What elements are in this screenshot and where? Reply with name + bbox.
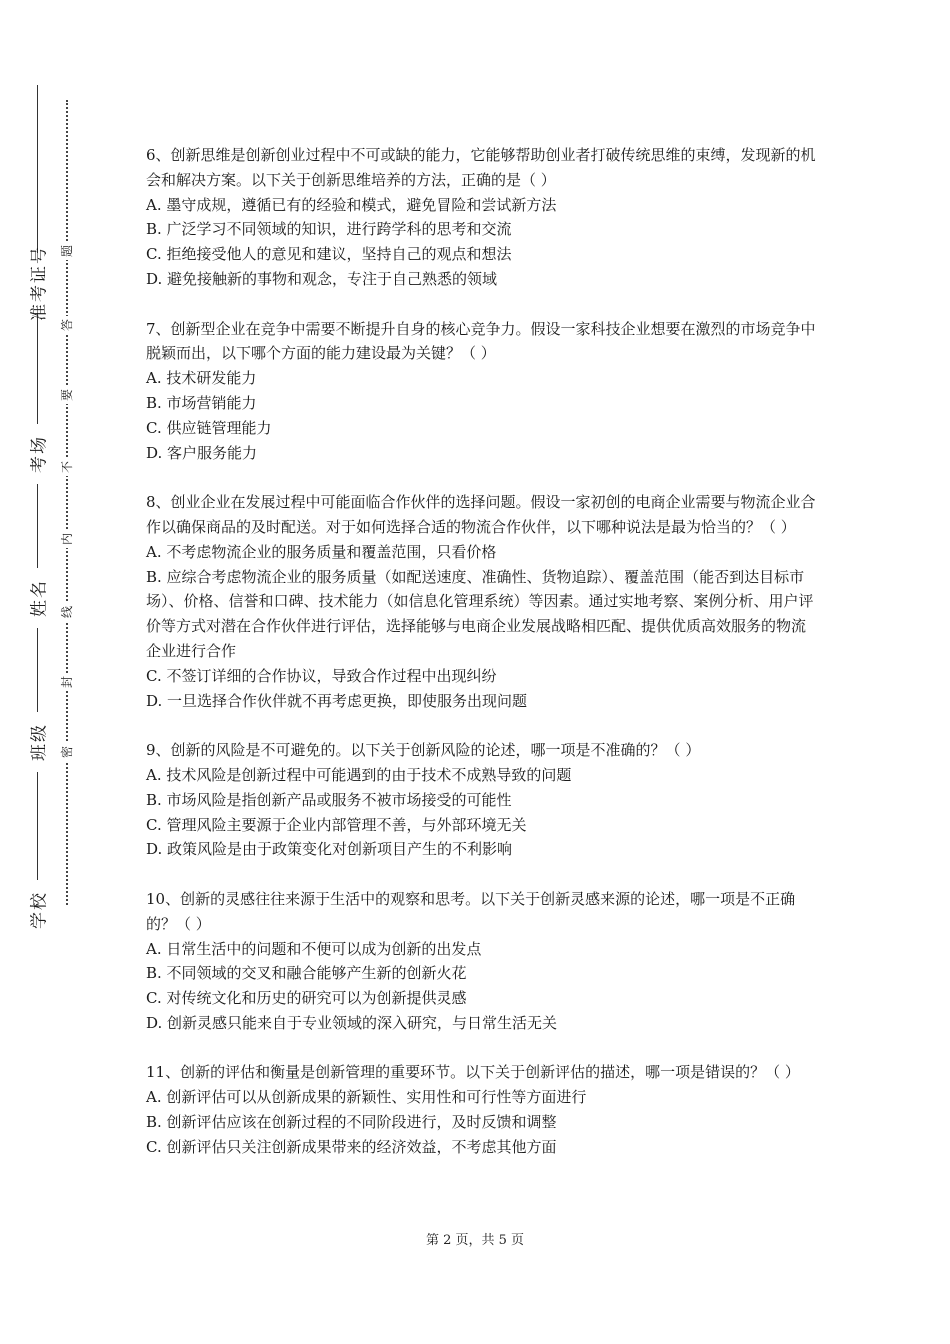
field-class xyxy=(20,712,54,772)
option-b: B. 不同领域的交叉和融合能够产生新的创新火花 xyxy=(146,964,467,983)
seal-char: 密 xyxy=(58,743,76,761)
field-school xyxy=(20,880,54,940)
seal-char: 要 xyxy=(58,386,76,404)
option-d: D. 创新灵感只能来自于专业领域的深入研究，与日常生活无关 xyxy=(146,1013,558,1032)
page-footer: 第 2 页，共 5 页 xyxy=(425,1233,525,1248)
question-10 xyxy=(146,887,816,1036)
field-exam-number xyxy=(20,245,54,321)
field-exam-number-label: 准考证号 xyxy=(29,245,50,321)
option-a: A. 技术风险是创新过程中可能遇到的由于技术不成熟导致的问题 xyxy=(146,765,572,784)
option-d: D. 一旦选择合作伙伴就不再考虑更换，即使服务出现问题 xyxy=(146,691,528,710)
question-7 xyxy=(146,317,816,466)
option-b: B. 市场营销能力 xyxy=(146,393,257,412)
option-d: D. 避免接触新的事物和观念，专注于自己熟悉的领域 xyxy=(146,269,498,288)
question-stem: 11、创新的评估和衡量是创新管理的重要环节。以下关于创新评估的描述，哪一项是错误的？（ ） xyxy=(146,1063,800,1082)
option-b: B. 广泛学习不同领域的知识，进行跨学科的思考和交流 xyxy=(146,220,512,239)
seal-char: 封 xyxy=(58,673,76,691)
option-c: C. 供应链管理能力 xyxy=(146,418,272,437)
binding-solid-line xyxy=(37,85,38,923)
field-school-label: 学校 xyxy=(29,891,50,929)
question-9 xyxy=(146,738,816,862)
question-8 xyxy=(146,490,816,713)
seal-char: 不 xyxy=(58,458,76,476)
option-d: D. 政策风险是由于政策变化对创新项目产生的不利影响 xyxy=(146,840,513,859)
seal-char: 题 xyxy=(58,242,76,260)
field-name xyxy=(20,568,54,628)
option-c: C. 对传统文化和历史的研究可以为创新提供灵感 xyxy=(146,989,467,1008)
option-c: C. 管理风险主要源于企业内部管理不善，与外部环境无关 xyxy=(146,815,527,834)
field-exam-room xyxy=(20,424,54,484)
question-11 xyxy=(146,1060,816,1159)
field-exam-room-label: 考场 xyxy=(29,435,50,473)
question-stem: 9、创新的风险是不可避免的。以下关于创新风险的论述，哪一项是不准确的？（ ） xyxy=(146,741,701,760)
question-stem: 8、创业企业在发展过程中可能面临合作伙伴的选择问题。假设一家初创的电商企业需要与物流企业合作以确保商品的及时配送。对于如何选择合适的物流合作伙伴，以下哪种说法是最为恰当的？（ ） xyxy=(146,493,816,536)
seal-dotted-line xyxy=(66,100,68,905)
option-d: D. 客户服务能力 xyxy=(146,443,258,462)
option-b: B. 市场风险是指创新产品或服务不被市场接受的可能性 xyxy=(146,790,512,809)
field-name-label: 姓名 xyxy=(29,579,50,617)
seal-char: 答 xyxy=(58,316,76,334)
binding-margin xyxy=(0,0,110,1344)
seal-char: 线 xyxy=(58,603,76,621)
question-stem: 7、创新型企业在竞争中需要不断提升自身的核心竞争力。假设一家科技企业想要在激烈的市场竞争中脱颖而出，以下哪个方面的能力建设最为关键？（ ） xyxy=(146,319,816,363)
option-c: C. 创新评估只关注创新成果带来的经济效益，不考虑其他方面 xyxy=(146,1137,557,1156)
option-a: A. 墨守成规，遵循已有的经验和模式，避免冒险和尝试新方法 xyxy=(146,195,557,214)
seal-char: 内 xyxy=(58,530,76,548)
option-c: C. 拒绝接受他人的意见和建议，坚持自己的观点和想法 xyxy=(146,245,512,264)
option-a: A. 日常生活中的问题和不便可以成为创新的出发点 xyxy=(146,939,482,958)
option-a: A. 不考虑物流企业的服务质量和覆盖范围，只看价格 xyxy=(146,542,497,561)
option-a: A. 创新评估可以从创新成果的新颖性、实用性和可行性等方面进行 xyxy=(146,1088,587,1107)
option-c: C. 不签订详细的合作协议，导致合作过程中出现纠纷 xyxy=(146,666,497,685)
question-list xyxy=(146,143,816,1160)
question-stem: 10、创新的灵感往往来源于生活中的观察和思考。以下关于创新灵感来源的论述，哪一项是不正确的？（ ） xyxy=(146,889,796,933)
question-stem: 6、创新思维是创新创业过程中不可或缺的能力，它能够帮助创业者打破传统思维的束缚，发现新的机会和解决方案。以下关于创新思维培养的方法，正确的是（ ） xyxy=(146,146,816,189)
question-6 xyxy=(146,143,816,292)
option-b: B. 应综合考虑物流企业的服务质量（如配送速度、准确性、货物追踪）、覆盖范围（能否到达目标市场）、价格、信誉和口碑、技术能力（如信息化管理系统）等因素。通过实地考察、案例分析、用户评价等方式对潜在合作伙伴进行评估，选择能够与电商企业发展战略相匹配、提供优质高效服务的物流企业进行合作 xyxy=(146,567,814,660)
option-a: A. 技术研发能力 xyxy=(146,369,257,388)
field-class-label: 班级 xyxy=(29,723,50,761)
option-b: B. 创新评估应该在创新过程的不同阶段进行，及时反馈和调整 xyxy=(146,1113,557,1132)
